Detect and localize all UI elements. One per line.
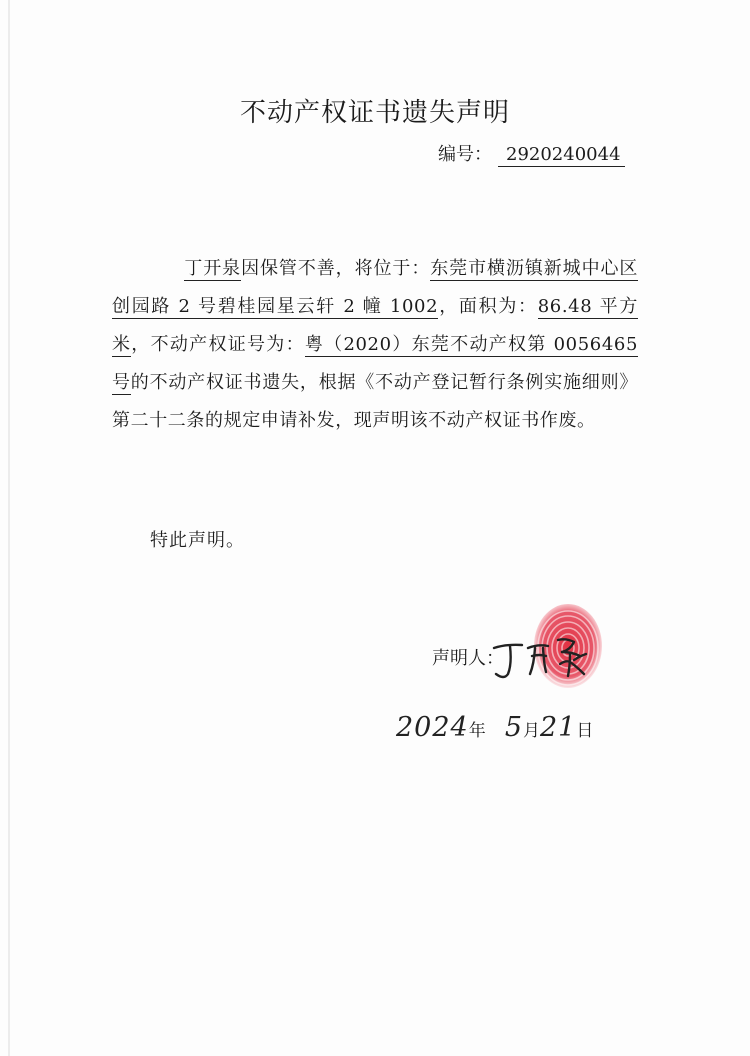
serial-number: 2920240044 [498,144,625,167]
address-part-2: 心区创园路 2 号碧桂园星云轩 2 幢 1002 [112,258,639,317]
area-value: 86.48 平 [537,296,620,317]
declaration-body [112,250,638,440]
declarant-label: 声明人： [432,648,504,669]
body-text-2: ，面积为： [438,296,538,317]
date-day-unit: 日 [576,721,594,741]
document-title: 不动产权证书遗失声明 [239,98,510,128]
signing-date [396,712,616,762]
address-part-1: 东莞市横沥镇新城中 [430,258,601,279]
serial-number-line [438,140,625,167]
serial-label: 编号： [438,144,492,165]
date-year-unit: 年 [468,721,486,741]
handwritten-signature [488,630,608,686]
body-text-1: 因保管不善，将位于： [241,258,431,279]
date-year: 2024 [396,712,469,743]
body-text-3: ，不动产权证号为： [131,334,305,355]
certificate-number: 粤（2020）东莞不动产权第 0056465 [304,334,638,355]
certificate-suffix: 号 [112,372,131,393]
date-day: 21 [540,712,577,743]
scan-edge [8,0,10,1056]
area-unit: 方米 [112,296,638,355]
date-month-unit: 月 [523,721,540,741]
owner-name: 丁开泉 [184,258,242,279]
body-text-4: 的不动产权证书遗失，根据《不动产登记暂行条例实施细则》第二十二条的规定申请补发，现声明该不动产权证书作废。 [112,372,638,431]
date-month: 5 [504,712,523,743]
closing-statement: 特此声明。 [150,530,245,551]
